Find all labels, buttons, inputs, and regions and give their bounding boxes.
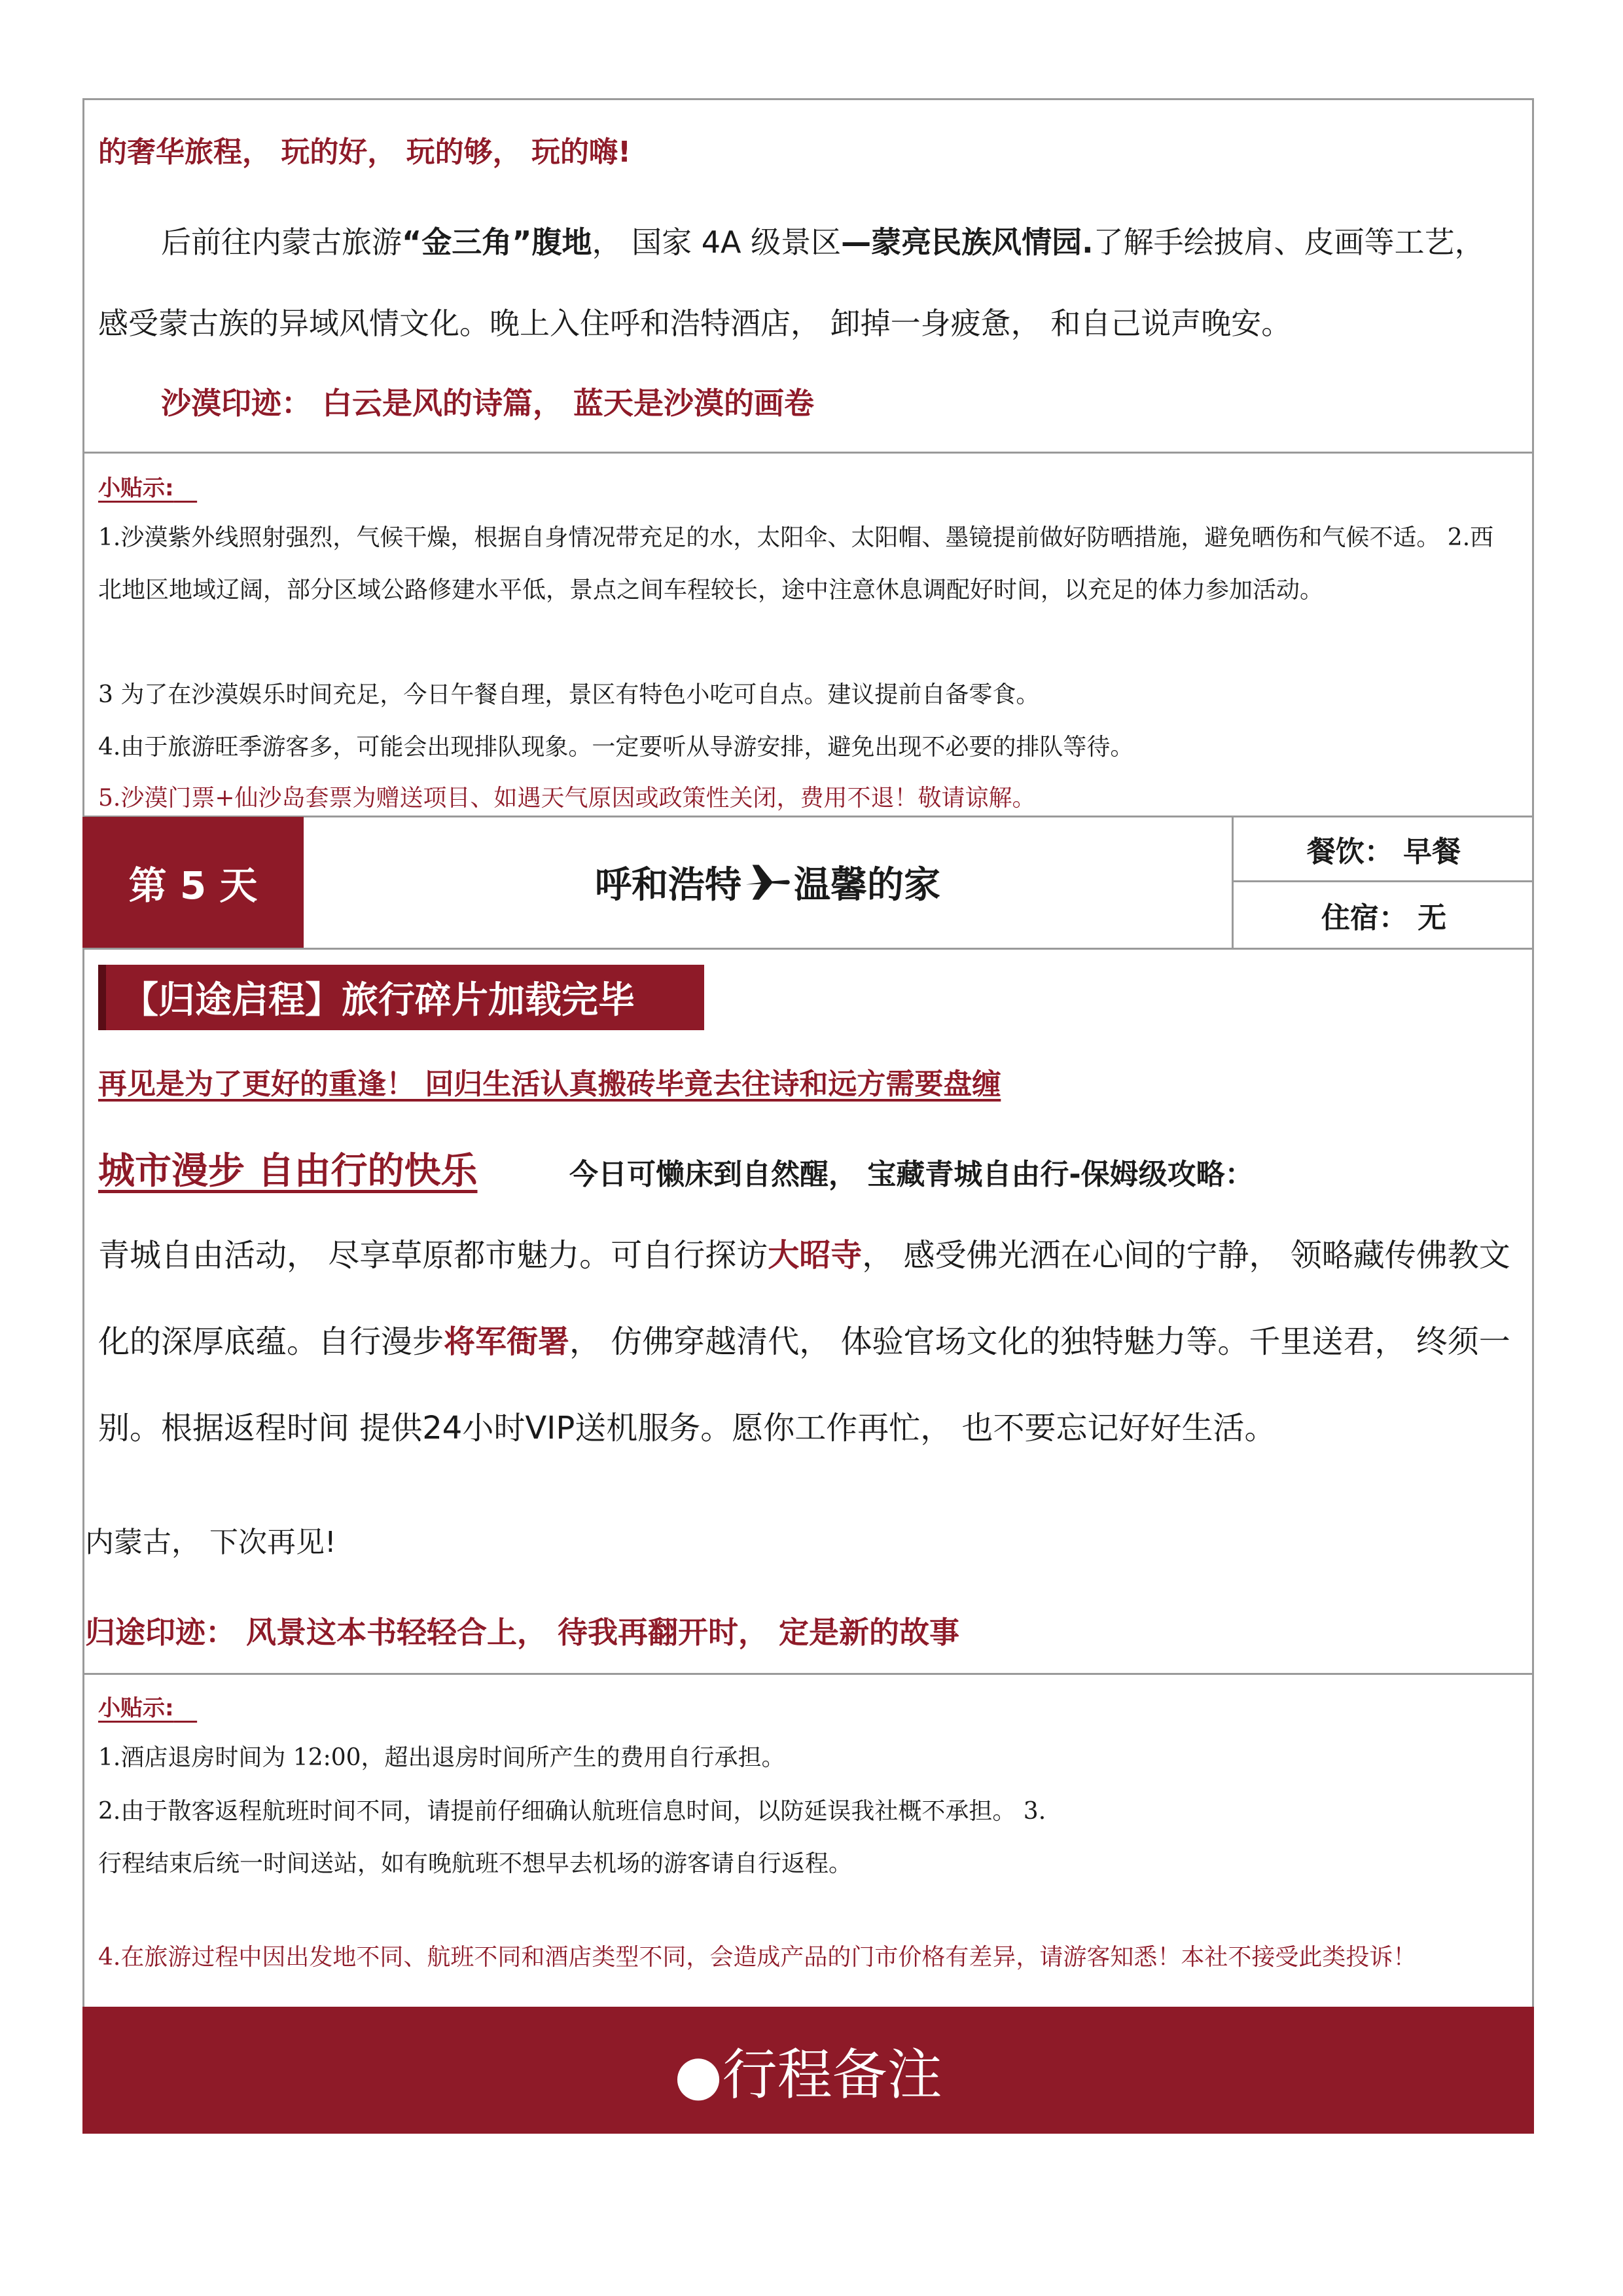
airplane-icon [741,856,794,908]
tip-item-warning: 5.沙漠门票+仙沙岛套票为赠送项目、如遇天气原因或政策性关闭，费用不退！敬请谅解。 [98,785,1036,812]
day5-para-text: ， 感受佛光洒在心间的宁静， 领略藏传佛教文化的深厚底蕴。自行漫步 [98,1237,1510,1360]
citywalk-subheading: 今日可懒床到自然醒， 宝藏青城自由行-保姆级攻略： [569,1158,1254,1191]
day4-para-text: ， 国家 4A 级景区 [592,224,842,260]
farewell-line: 再见是为了更好的重逢！ 回归生活认真搬砖毕竟去往诗和远方需要盘缠 [98,1067,1001,1101]
return-imprint: 归途印迹： 风景这本书轻轻合上， 待我再翻开时， 定是新的故事 [85,1615,960,1650]
divider [82,948,1534,950]
tip-item: 1.沙漠紫外线照射强烈，气候干燥，根据自身情况带充足的水，太阳伞、太阳帽、墨镜提前做好防晒措施，避免晒伤和气候不适。 2.西北地区地域辽阔，部分区域公路修建水平低，景点之间车程较长，途中注意休息调配好时间，以充足的体力参加活动。 [98,524,1494,603]
goodbye-line: 内蒙古， 下次再见! [85,1526,336,1559]
tip-item-warning: 4.在旅游过程中因出发地不同、航班不同和酒店类型不同，会造成产品的门市价格有差异，请游客知悉！本社不接受此类投诉！ [98,1944,1417,1971]
tips-title: 小贴示: [98,475,174,501]
tip-item: 1.酒店退房时间为 12:00，超出退房时间所产生的费用自行承担。 [98,1744,785,1771]
itinerary-remarks-banner: ●行程备注 [82,2007,1534,2134]
day4-paragraph [98,202,1518,364]
golden-triangle-highlight: “金三角”腹地 [402,224,592,260]
hotel-info: 住宿： 无 [1232,882,1534,948]
banner-accent [98,965,106,1030]
day5-para-text: 青城自由活动， 尽享草原都市魅力。可自行探访 [98,1237,768,1274]
desert-imprint: 沙漠印迹： 白云是风的诗篇， 蓝天是沙漠的画卷 [161,386,815,421]
divider [82,452,1534,454]
tips-title: 小贴示: [98,1695,174,1721]
divider [82,1673,1534,1675]
citywalk-heading: 城市漫步 自由行的快乐 [98,1150,478,1193]
day5-paragraph [98,1212,1512,1471]
day5-para-text: ， 仿佛穿越清代， 体验官场文化的独特魅力等。千里送君， 终须一别。根据返程时间 提供24小时VIP送机服务。愿你工作再忙， 也不要忘记好好生活。 [98,1323,1510,1446]
tip-item: 3 为了在沙漠娱乐时间充足，今日午餐自理，景区有特色小吃可自点。建议提前自备零食。 [98,681,1040,708]
banner-text: 【归途启程】旅行碎片加载完毕 [122,979,635,1022]
day-badge: 第 5 天 [82,817,304,948]
day-title-from: 呼和浩特 [595,864,741,906]
general-office-highlight: 将军衙署 [444,1323,570,1360]
day4-closing-line: 的奢华旅程， 玩的好， 玩的够， 玩的嗨! [98,135,632,169]
tip-item: 4.由于旅游旺季游客多，可能会出现排队现象。一定要听从导游安排，避免出现不必要的排队等待。 [98,734,1134,761]
day4-para-text: 后前往内蒙古旅游 [161,224,402,260]
tip-item: 2.由于散客返程航班时间不同，请提前仔细确认航班信息时间，以防延误我社概不承担。 3.行程结束后统一时间送站，如有晚航班不想早去机场的游客请自行返程。 [98,1798,1046,1877]
return-banner [98,965,704,1030]
day5-header [82,817,1534,948]
meal-info: 餐饮： 早餐 [1232,817,1534,882]
day4-para-text: 了解手绘披肩、皮画等工艺， 感受蒙古族的异域风情文化。晚上入住呼和浩特酒店， 卸掉一身疲惫， 和自己说声晚安。 [98,224,1485,341]
scenic-area-highlight: —蒙亮民族风情园. [841,224,1094,260]
dazhao-temple-highlight: 大昭寺 [768,1237,863,1274]
day-title-to: 温馨的家 [794,864,940,906]
day-title [304,817,1232,948]
